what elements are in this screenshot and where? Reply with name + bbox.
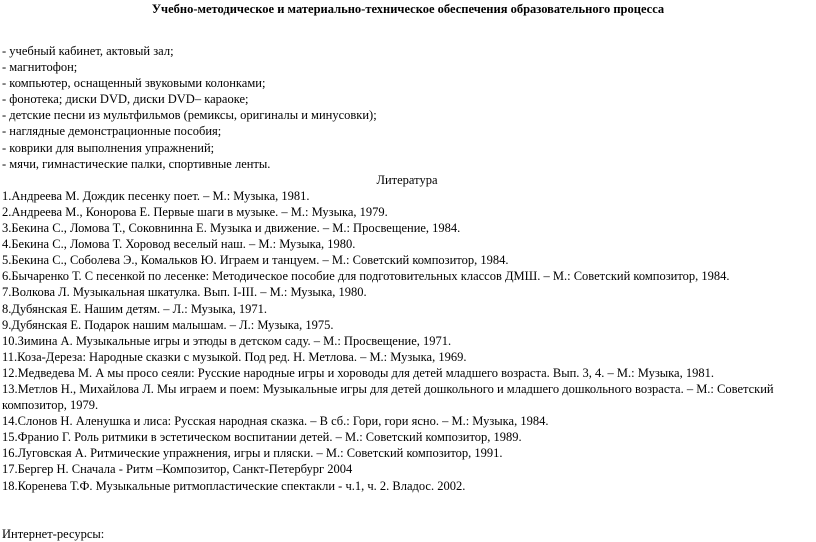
literature-item: 12.Медведева М. А мы просо сеяли: Русские народные игры и хороводы для детей младшего возраста. Вып. 3, 4. – М.: Музыка, 1981. — [2, 365, 714, 380]
internet-resources-heading: Интернет-ресурсы: — [2, 526, 105, 541]
literature-item: 10.Зимина А. Музыкальные игры и этюды в детском саду. – М.: Просвещение, 1971. — [2, 333, 452, 348]
literature-item: 5.Бекина С., Соболева Э., Комальков Ю. Играем и танцуем. – М.: Советский композитор, 1984. — [2, 253, 509, 268]
equipment-list — [2, 43, 812, 172]
literature-item: 14.Слонов Н. Аленушка и лиса: Русская народная сказка. – В сб.: Гори, гори ясно. – М.: Музыка, 1984. — [2, 414, 549, 429]
equipment-item: - наглядные демонстрационные пособия; — [2, 124, 222, 139]
equipment-item: - детские песни из мультфильмов (ремиксы, оригиналы и минусовки); — [2, 108, 377, 123]
equipment-item: - компьютер, оснащенный звуковыми колонками; — [2, 76, 266, 91]
equipment-item: - фонотека; диски DVD, диски DVD– караоке; — [2, 92, 249, 107]
literature-item: 3.Бекина С., Ломова Т., Соковнинна Е. Музыка и движение. – М.: Просвещение, 1984. — [2, 221, 461, 236]
equipment-item: - коврики для выполнения упражнений; — [2, 140, 215, 155]
literature-item: 8.Дубянская Е. Нашим детям. – Л.: Музыка, 1971. — [2, 301, 268, 316]
equipment-item: - магнитофон; — [2, 60, 78, 75]
literature-heading: Литература — [376, 172, 438, 187]
literature-item: 17.Бергер Н. Сначала - Ритм –Композитор, Санкт-Петербург 2004 — [2, 462, 353, 477]
document-body — [2, 43, 812, 542]
literature-item: 9.Дубянская Е. Подарок нашим малышам. – Л.: Музыка, 1975. — [2, 317, 334, 332]
document-title: Учебно-методическое и материально-техническое обеспечения образовательного процесса — [151, 2, 665, 16]
literature-item: 18.Коренева Т.Ф. Музыкальные ритмопластические спектакли - ч.1, ч. 2. Владос. 2002. — [2, 478, 466, 493]
literature-item: 2.Андреева М., Конорова Е. Первые шаги в музыке. – М.: Музыка, 1979. — [2, 204, 388, 219]
literature-item: 6.Бычаренко Т. С песенкой по лесенке: Методическое пособие для подготовительных классов ДМШ. – М.: Советский композитор, 1984. — [2, 269, 730, 284]
spacer — [2, 494, 812, 526]
literature-item: 13.Метлов Н., Михайлова Л. Мы играем и поем: Музыкальные игры для детей дошкольного и младшего дошкольного возраста. – М.: Советский композитор, 1979. — [2, 381, 774, 413]
equipment-item: - учебный кабинет, актовый зал; — [2, 44, 174, 58]
literature-item: 16.Луговская А. Ритмические упражнения, игры и пляски. – М.: Советский композитор, 1991. — [2, 446, 503, 461]
literature-item: 4.Бекина С., Ломова Т. Хоровод веселый наш. – М.: Музыка, 1980. — [2, 237, 356, 252]
literature-item: 15.Франио Г. Роль ритмики в эстетическом воспитании детей. – М.: Советский композитор, 1989. — [2, 430, 522, 445]
literature-item: 1.Андреева М. Дождик песенку поет. – М.: Музыка, 1981. — [2, 188, 310, 203]
literature-list — [2, 188, 812, 494]
equipment-item: - мячи, гимнастические палки, спортивные ленты. — [2, 156, 271, 171]
literature-item: 11.Коза-Дереза: Народные сказки с музыкой. Под ред. Н. Метлова. – М.: Музыка, 1969. — [2, 349, 467, 364]
literature-item: 7.Волкова Л. Музыкальная шкатулка. Вып. I-III. – М.: Музыка, 1980. — [2, 285, 367, 300]
